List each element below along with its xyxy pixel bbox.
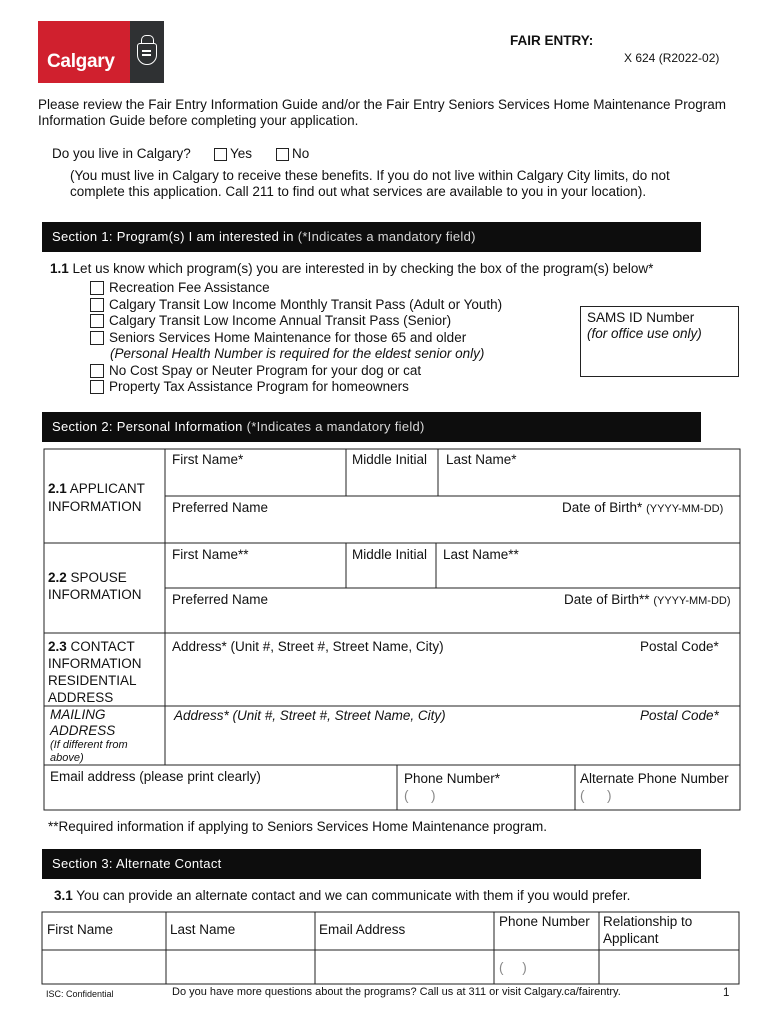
section-3-header	[42, 849, 701, 879]
no-option[interactable]	[276, 146, 309, 162]
program-checkbox[interactable]	[90, 364, 104, 378]
program-item[interactable]	[90, 330, 502, 347]
alt-contact-last-name-input[interactable]	[167, 951, 314, 983]
alt-phone-area-code: ( )	[580, 788, 612, 803]
footer-help-text: Do you have more questions about the programs? Call us at 311 or visit Calgary.ca/fairentry.	[172, 986, 621, 998]
yes-checkbox[interactable]	[214, 148, 227, 161]
program-item[interactable]	[90, 297, 502, 314]
yes-option[interactable]	[214, 146, 252, 162]
question-1-1-number: 1.1	[50, 261, 69, 276]
applicant-middle-initial-field[interactable]: Middle Initial	[352, 452, 428, 467]
no-checkbox[interactable]	[276, 148, 289, 161]
mailing-address-field[interactable]: Address* (Unit #, Street #, Street Name, City)	[174, 708, 446, 723]
alt-contact-area-code: ( )	[499, 960, 527, 975]
alt-contact-last-name-header: Last Name	[170, 922, 236, 937]
mailing-note: (If different from	[50, 739, 128, 751]
calgary-logo	[38, 21, 164, 83]
yes-label: Yes	[230, 146, 253, 161]
residential-address-field[interactable]: Address* (Unit #, Street #, Street Name, City)	[172, 639, 444, 654]
program-label: Calgary Transit Low Income Monthly Transit Pass (Adult or Youth)	[109, 296, 503, 312]
program-label: No Cost Spay or Neuter Program for your dog or cat	[109, 362, 422, 378]
spouse-section-label-2: INFORMATION	[48, 587, 142, 602]
page-number: 1	[723, 987, 730, 999]
phone-area-code: ( )	[404, 788, 436, 803]
program-item[interactable]	[90, 363, 502, 380]
residency-note: (You must live in Calgary to receive these benefits. If you do not live within Calgary City limits, do not complete this application. Call 211 to find out what services are available to you in your location).	[70, 168, 670, 200]
question-1-1-text: Let us know which program(s) you are interested in by checking the box of the program(s) below*	[72, 261, 654, 276]
alt-contact-email-input[interactable]	[316, 951, 493, 983]
section-1-header	[42, 222, 701, 252]
section-2-hint: (*Indicates a mandatory field)	[246, 419, 425, 435]
alt-contact-phone-input[interactable]	[495, 951, 598, 983]
mailing-postal-code-field[interactable]: Postal Code*	[640, 708, 719, 723]
alt-contact-first-name-header: First Name	[47, 922, 114, 937]
no-label: No	[292, 146, 310, 161]
residential-label-2: ADDRESS	[48, 690, 114, 705]
form-code: X 624 (R2022-02)	[624, 51, 720, 65]
applicant-first-name-field[interactable]: First Name*	[172, 452, 244, 467]
applicant-preferred-name-field[interactable]: Preferred Name	[172, 500, 269, 515]
alt-contact-phone-header: Phone Number	[499, 914, 590, 929]
program-checkbox[interactable]	[90, 331, 104, 345]
question-3-1-number: 3.1	[54, 888, 73, 903]
program-label: Seniors Services Home Maintenance for those 65 and older	[109, 329, 467, 345]
city-crest-icon	[130, 21, 164, 83]
applicant-last-name-field[interactable]: Last Name*	[446, 452, 517, 467]
program-list	[90, 280, 502, 396]
question-3-1-text: You can provide an alternate contact and we can communicate with them if you would prefer.	[76, 888, 631, 903]
section-1-hint: (*Indicates a mandatory field)	[297, 229, 476, 245]
spouse-middle-initial-field[interactable]: Middle Initial	[352, 547, 428, 562]
live-in-calgary-question: Do you live in Calgary?	[52, 146, 191, 161]
program-checkbox[interactable]	[90, 298, 104, 312]
program-label: Recreation Fee Assistance	[109, 280, 270, 296]
applicant-section-label-2: INFORMATION	[48, 499, 142, 514]
spouse-last-name-field[interactable]: Last Name**	[443, 547, 519, 562]
phone-number-field[interactable]: Phone Number*	[404, 771, 501, 786]
spouse-preferred-name-field[interactable]: Preferred Name	[172, 592, 269, 607]
section-2-title: Section 2: Personal Information	[52, 419, 243, 435]
sams-id-box[interactable]	[580, 306, 739, 377]
section-2-header	[42, 412, 701, 442]
sams-id-label: SAMS ID Number	[587, 310, 695, 325]
logo-wordmark: Calgary	[38, 21, 130, 83]
spouse-section-label: 2.2 SPOUSE	[48, 570, 127, 585]
question-3-1	[54, 888, 630, 904]
program-item[interactable]	[90, 280, 502, 297]
mailing-note-2: above)	[50, 752, 84, 764]
mailing-label: MAILING	[50, 707, 106, 722]
email-field[interactable]: Email address (please print clearly)	[50, 769, 261, 784]
sams-id-note: (for office use only)	[587, 326, 702, 342]
contact-section-label: 2.3 CONTACT	[48, 639, 135, 654]
spouse-first-name-field[interactable]: First Name**	[172, 547, 249, 562]
program-checkbox[interactable]	[90, 281, 104, 295]
applicant-section-label: 2.1 APPLICANT	[48, 481, 145, 496]
section-3-title: Section 3: Alternate Contact	[52, 856, 222, 872]
alt-contact-relationship-header-2: Applicant	[603, 931, 659, 946]
alternate-phone-field[interactable]: Alternate Phone Number	[580, 771, 729, 786]
applicant-dob-field[interactable]: Date of Birth* (YYYY-MM-DD)	[562, 500, 724, 515]
program-label: Property Tax Assistance Program for homeowners	[109, 379, 409, 395]
program-item[interactable]	[90, 313, 502, 330]
alt-contact-relationship-header: Relationship to	[603, 914, 693, 929]
program-checkbox[interactable]	[90, 314, 104, 328]
classification-label: ISC: Confidential	[46, 989, 114, 999]
alt-contact-email-header: Email Address	[319, 922, 406, 937]
required-info-note: **Required information if applying to Seniors Services Home Maintenance program.	[48, 819, 547, 834]
spouse-dob-field[interactable]: Date of Birth** (YYYY-MM-DD)	[564, 592, 731, 607]
program-checkbox[interactable]	[90, 380, 104, 394]
residential-label: RESIDENTIAL	[48, 673, 137, 688]
residential-postal-code-field[interactable]: Postal Code*	[640, 639, 719, 654]
intro-text: Please review the Fair Entry Information Guide and/or the Fair Entry Seniors Services Home Maintenance Program Information Guide before completing your application.	[38, 97, 727, 129]
section-1-title: Section 1: Program(s) I am interested in	[52, 229, 294, 245]
program-item[interactable]	[90, 379, 502, 396]
alt-contact-first-name-input[interactable]	[43, 951, 165, 983]
alt-contact-relationship-input[interactable]	[600, 951, 738, 983]
form-title: FAIR ENTRY:	[510, 33, 594, 48]
question-1-1	[50, 261, 750, 277]
program-sub-note: (Personal Health Number is required for the eldest senior only)	[110, 346, 485, 361]
program-label: Calgary Transit Low Income Annual Transit Pass (Senior)	[109, 313, 452, 329]
contact-section-label-2: INFORMATION	[48, 656, 142, 671]
mailing-label-2: ADDRESS	[50, 723, 116, 738]
